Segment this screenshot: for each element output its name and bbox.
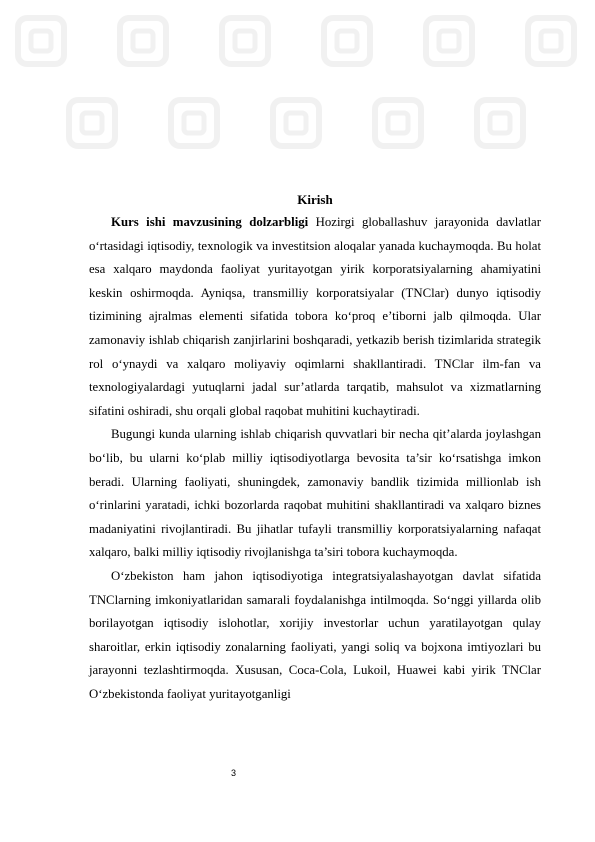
section-heading: Kirish (297, 192, 333, 207)
watermark-pattern (0, 0, 595, 180)
paragraph-text: Hozirgi globallashuv jarayonida davlatlar o‘rtasidagi iqtisodiy, texnologik va investitsion aloqalar yanada kuchaymoqda. Bu holat esa xalqaro maydonda faoliyat yuritayotgan yirik korporatsiyalarning ahamiyatini keskin oshirmoqda. Ayniqsa, transmilliy korporatsiyalar (TNClar) dunyo iqtisodiy tizimining ajralmas elementi sifatida tobora ko‘proq e’tiborni jalb qilmoqda. Ular zamonaviy ishlab chiqarish zanjirlarini boshqaradi, yetkazib berish tizimlarida strategik rol o‘ynaydi va xalqaro moliyaviy oqimlarni shakllantiradi. TNClar ilm-fan va texnologiyalardagi yutuqlarni jadal sur’atlarda tarqatib, mahsulot va xizmatlarning sifatini oshiradi, shu orqali global raqobat muhitini kuchaytiradi. (89, 215, 541, 418)
document-body (89, 189, 541, 706)
paragraph-lead: Kurs ishi mavzusining dolzarbligi (111, 215, 309, 229)
page-number: 3 (231, 768, 237, 778)
paragraph-uzbekistan: O‘zbekiston ham jahon iqtisodiyotiga integratsiyalashayotgan davlat sifatida TNClarning imkoniyatlaridan samarali foydalanishga intilmoqda. So‘nggi yillarda olib borilayotgan iqtisodiy islohotlar, xorijiy investorlar uchun yaratilayotgan qulay sharoitlar, erkin iqtisodiy zonalarning faoliyati, yangi soliq va bojxona imtiyozlari bu jarayonni tezlashtirmoqda. Xususan, Coca-Cola, Lukoil, Huawei kabi yirik TNClar O‘zbekistonda faoliyat yuritayotganligi (89, 568, 541, 701)
paragraph-production: Bugungi kunda ularning ishlab chiqarish quvvatlari bir necha qit’alarda joylashgan bo‘lib, bu ularni ko‘plab milliy iqtisodiyotlarga bevosita ta’sir ko‘rsatishga imkon beradi. Ularning faoliyati, shuningdek, zamonaviy bandlik tizimida millionlab ish o‘rinlarini yaratadi, ichki bozorlarda raqobat muhitini shakllantiradi va xalqaro biznes madaniyatini rivojlantiradi. Bu jihatlar tufayli transmilliy korporatsiyalarning nafaqat xalqaro, balki milliy iqtisodiy rivojlanishga ta’siri tobora kuchaymoqda. (89, 427, 541, 560)
paragraph-relevance (89, 211, 541, 423)
